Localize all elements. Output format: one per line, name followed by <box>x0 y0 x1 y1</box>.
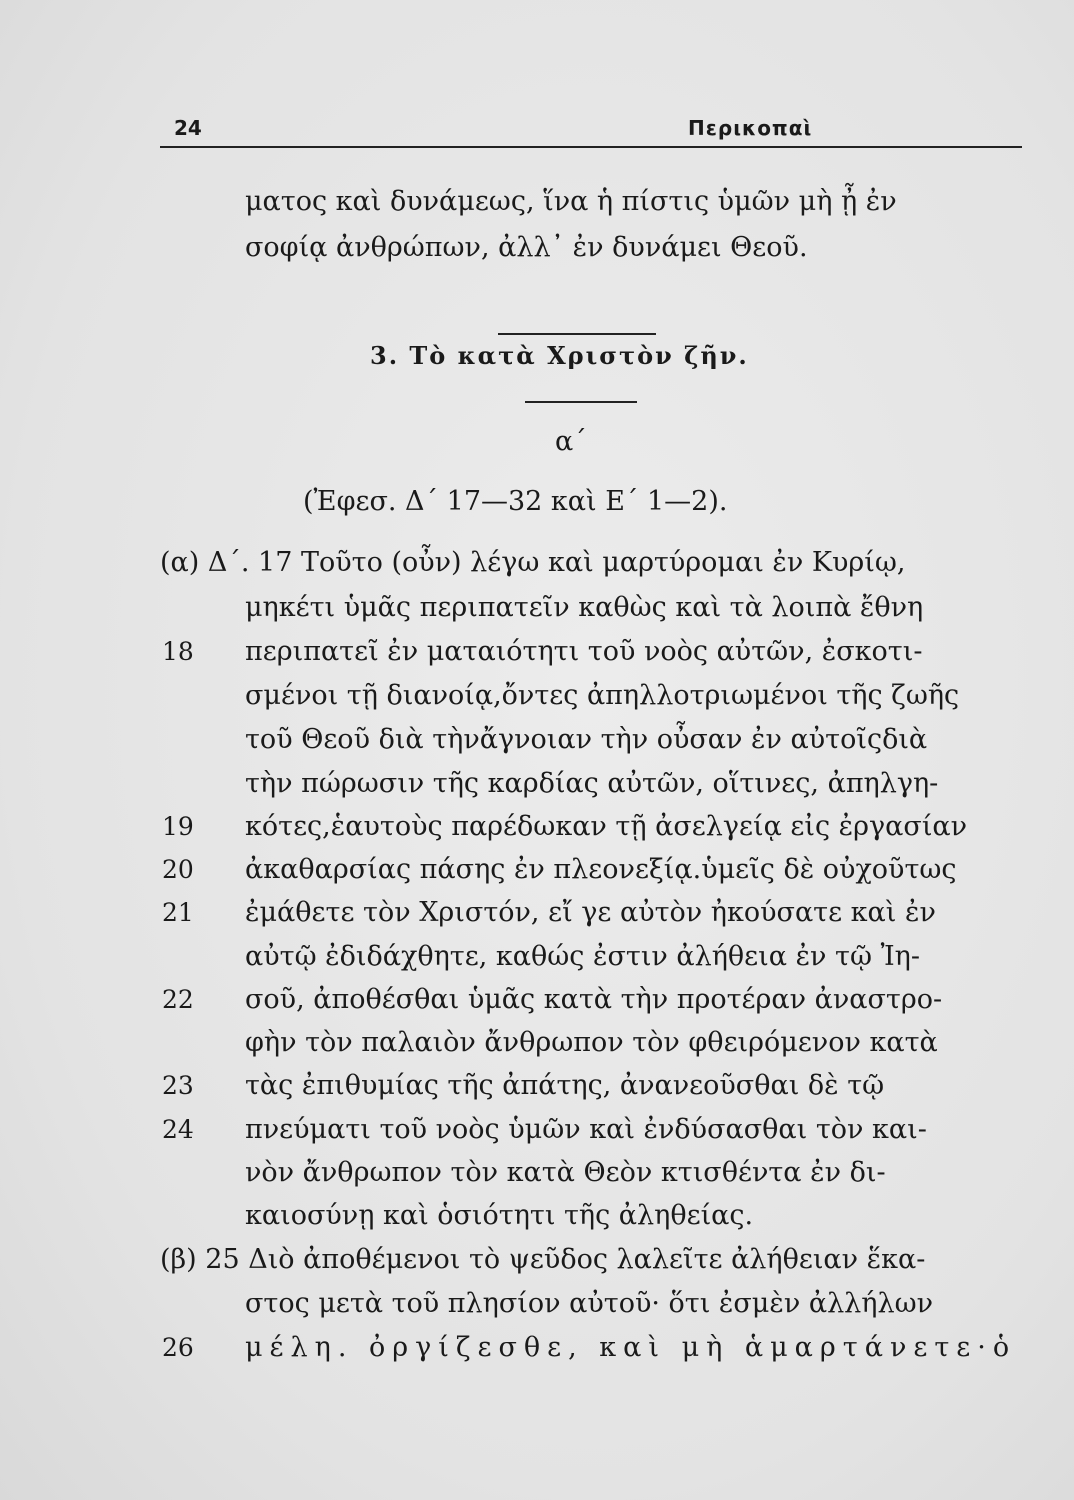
body-line: τὰς ἐπιθυμίας τῆς ἀπάτης, ἀνανεοῦσθαι δὲ τῷ <box>245 1070 885 1101</box>
body-line: καιοσύνῃ καὶ ὁσιότητι τῆς ἀληθείας. <box>245 1200 754 1231</box>
verse-number: 20 <box>162 855 194 884</box>
verse-number: 23 <box>162 1071 194 1100</box>
body-line: μηκέτι ὑμᾶς περιπατεῖν καθὼς καὶ τὰ λοιπὰ ἔθνη <box>245 592 924 623</box>
body-line: πνεύματι τοῦ νοὸς ὑμῶν καὶ ἐνδύσασθαι τὸν και- <box>245 1114 927 1145</box>
section-subtitle: α΄ <box>555 426 587 457</box>
running-title: Περικοπαὶ <box>688 116 813 140</box>
body-line-first: (α) Δ΄. 17 Τοῦτο (οὖν) λέγω καὶ μαρτύρομαι ἐν Κυρίῳ, <box>160 547 906 578</box>
verse-number: 24 <box>162 1115 194 1144</box>
body-line: στος μετὰ τοῦ πλησίον αὐτοῦ· ὅτι ἐσμὲν ἀλλήλων <box>245 1288 934 1319</box>
body-line: τοῦ Θεοῦ διὰ τὴνἄγνοιαν τὴν οὖσαν ἐν αὐτοῖςδιὰ <box>245 724 928 755</box>
body-line: τὴν πώρωσιν τῆς καρδίας αὐτῶν, οἵτινες, ἀπηλγη- <box>245 768 939 799</box>
verse-number: 19 <box>162 812 194 841</box>
section-title: 3. Τὸ κατὰ Χριστὸν ζῆν. <box>370 341 749 370</box>
body-line: ἐμάθετε τὸν Χριστόν, εἴ γε αὐτὸν ἠκούσατε καὶ ἐν <box>245 897 936 928</box>
scripture-reference: (Ἐφεσ. Δ΄ 17—32 καὶ Ε΄ 1—2). <box>303 486 728 517</box>
body-line: σοῦ, ἀποθέσθαι ὑμᾶς κατὰ τὴν προτέραν ἀναστρο- <box>245 984 943 1015</box>
body-line: ἀκαθαρσίας πάσης ἐν πλεονεξίᾳ.ὑμεῖς δὲ οὐχοῦτως <box>245 854 957 885</box>
body-line: φὴν τὸν παλαιὸν ἄνθρωπον τὸν φθειρόμενον κατὰ <box>245 1027 938 1058</box>
intro-line-2: σοφίᾳ ἀνθρώπων, ἀλλ᾿ ἐν δυνάμει Θεοῦ. <box>245 232 808 263</box>
body-line: νὸν ἄνθρωπον τὸν κατὰ Θεὸν κτισθέντα ἐν δι- <box>245 1157 886 1188</box>
page-number: 24 <box>174 116 202 140</box>
body-line-beta: (β) 25 Διὸ ἀποθέμενοι τὸ ψεῦδος λαλεῖτε ἀλήθειαν ἕκα- <box>160 1244 926 1275</box>
running-header <box>160 110 1022 148</box>
verse-number: 21 <box>162 898 194 927</box>
body-line: αὐτῷ ἐδιδάχθητε, καθώς ἐστιν ἀλήθεια ἐν τῷ Ἰη- <box>245 941 920 972</box>
verse-number: 26 <box>162 1333 194 1362</box>
intro-line-1: ματος καὶ δυνάμεως, ἵνα ἡ πίστις ὑμῶν μὴ ᾖ ἐν <box>245 186 897 217</box>
body-line: σμένοι τῇ διανοίᾳ,ὄντες ἀπηλλοτριωμένοι τῆς ζωῆς <box>245 680 960 711</box>
divider-rule-bottom <box>525 401 637 403</box>
body-line-last: μέλη. ὀργίζεσθε, καὶ μὴ ἁμαρτάνετε·ὁ <box>245 1332 1017 1363</box>
body-line: περιπατεῖ ἐν ματαιότητι τοῦ νοὸς αὐτῶν, ἐσκοτι- <box>245 636 923 667</box>
verse-number: 18 <box>162 637 194 666</box>
verse-number: 22 <box>162 985 194 1014</box>
divider-rule-top <box>498 333 656 335</box>
body-line: κότες,ἑαυτοὺς παρέδωκαν τῇ ἀσελγείᾳ εἰς ἐργασίαν <box>245 811 968 842</box>
